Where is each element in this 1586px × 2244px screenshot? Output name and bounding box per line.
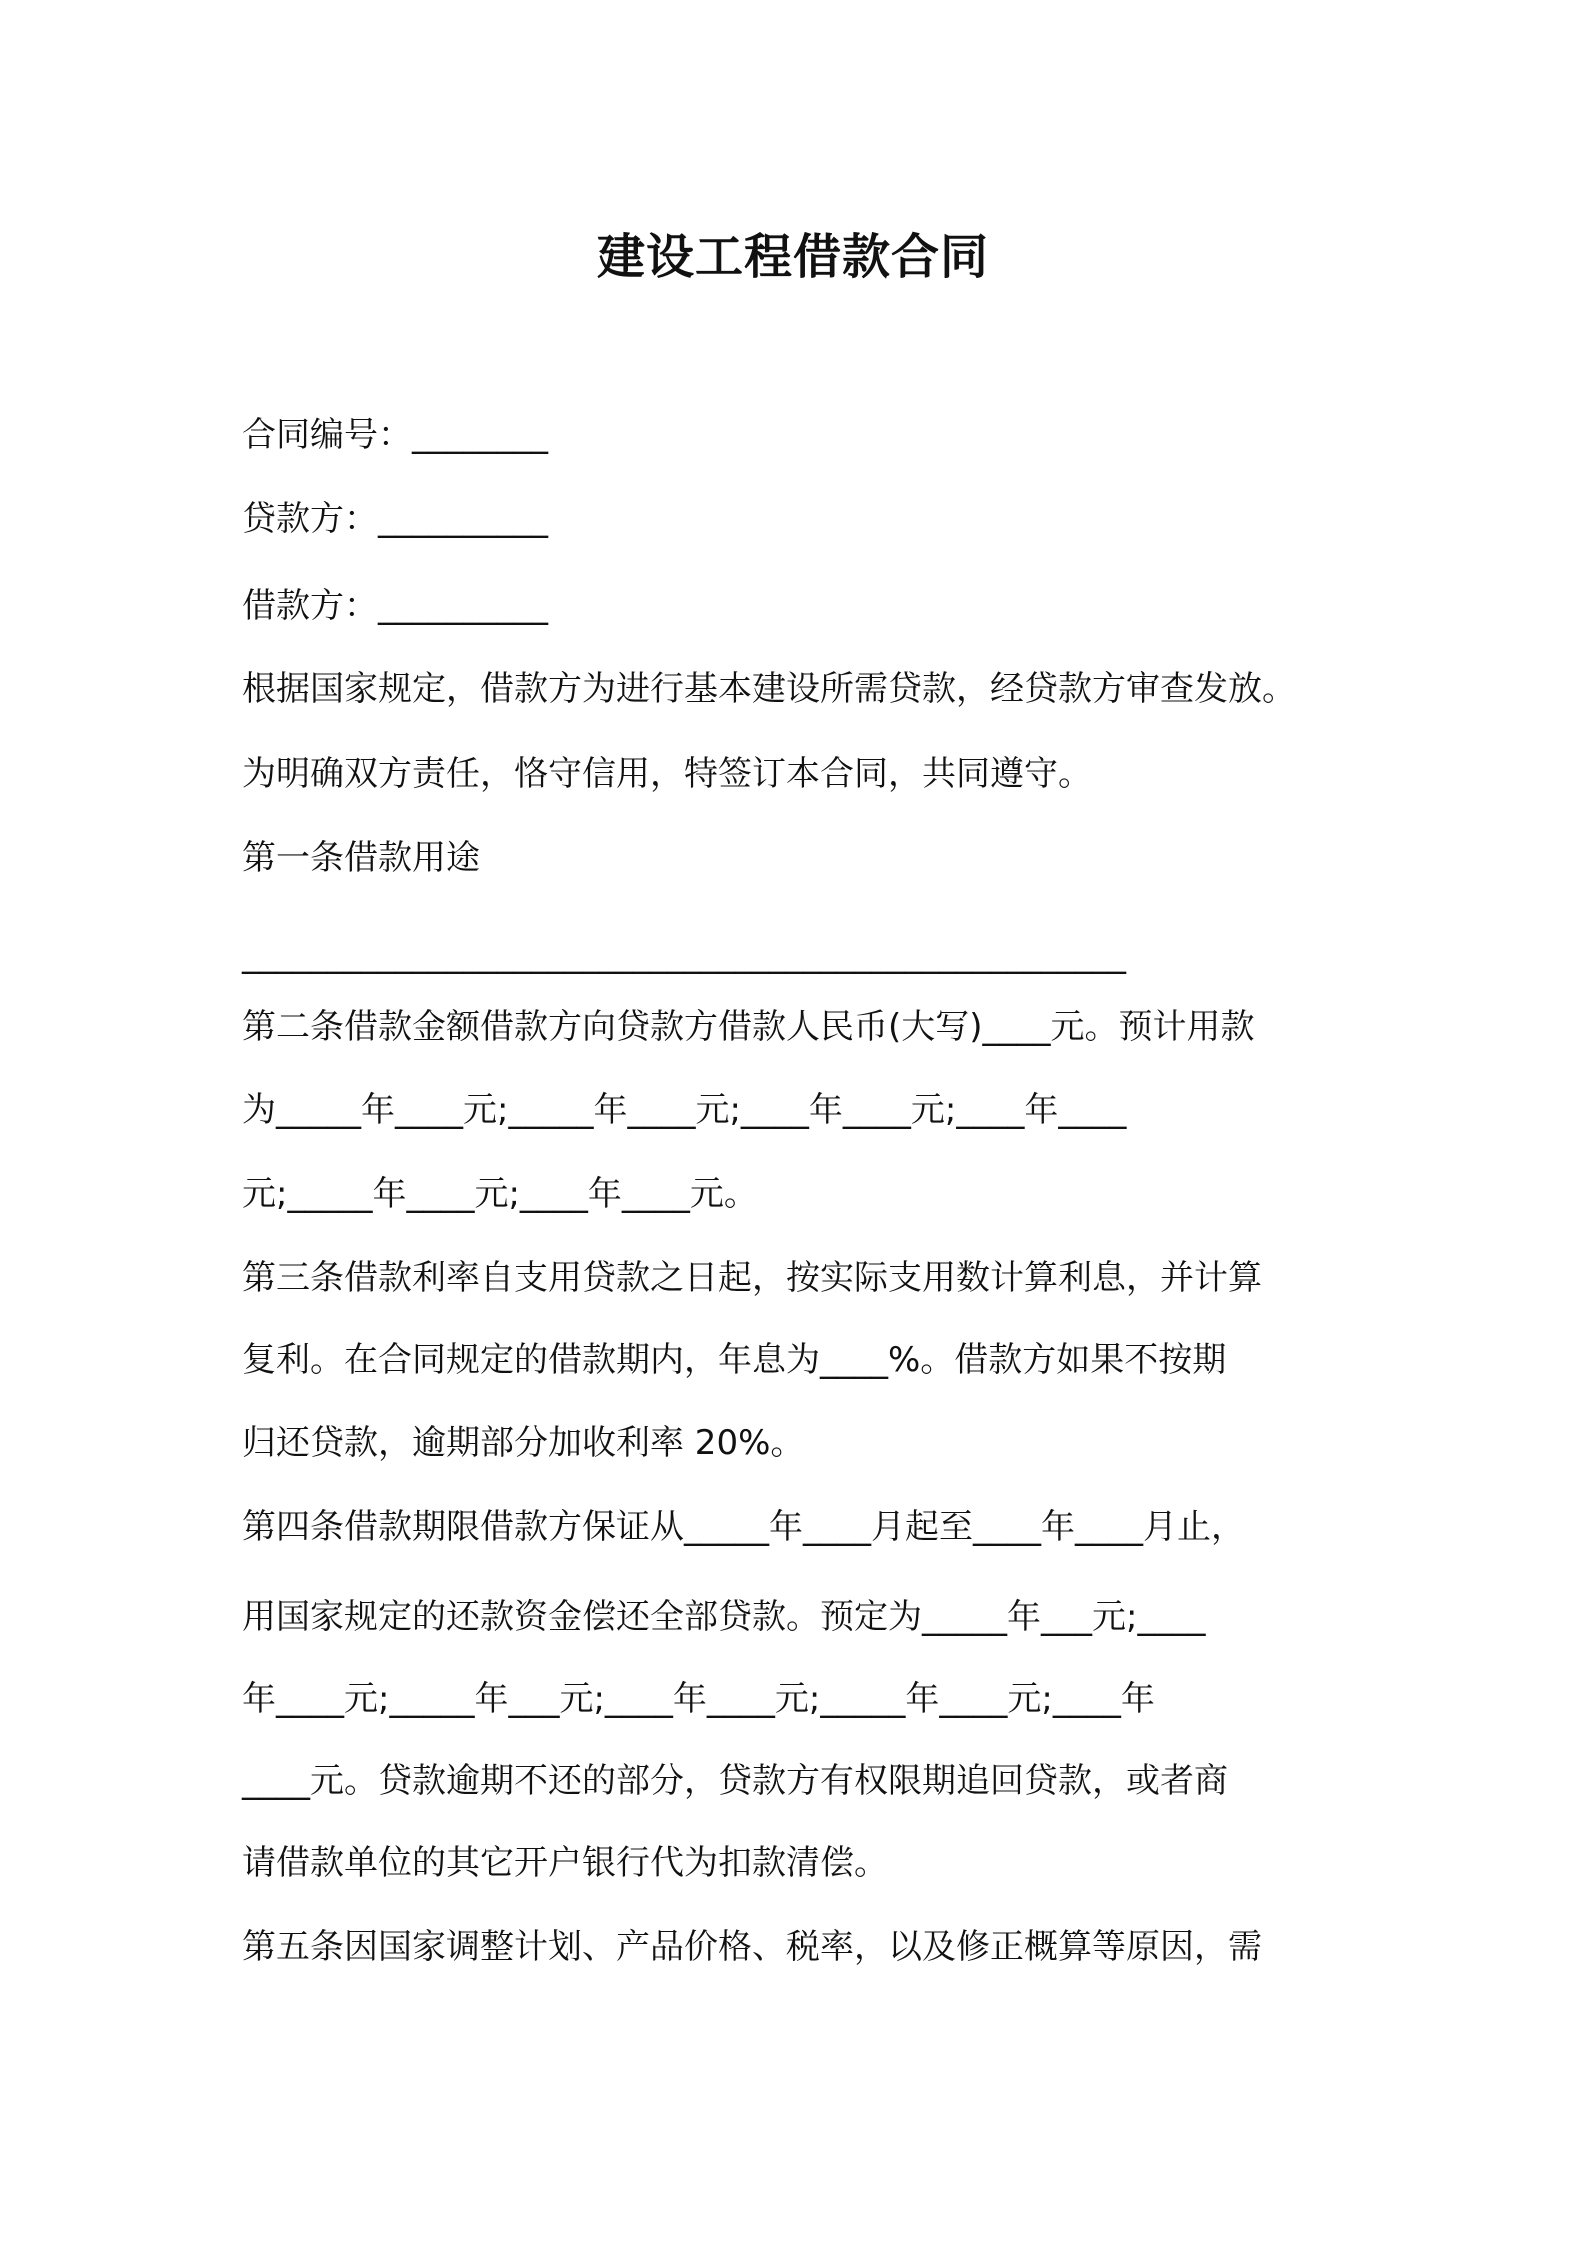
article-3-line: 第三条借款利率自支用贷款之日起，按实际支用数计算利息，并计算 bbox=[242, 1258, 1262, 1298]
article-1-blank: ____________________________________________________ bbox=[242, 935, 1126, 975]
article-2-line: 元;_____年____元;____年____元。 bbox=[242, 1174, 758, 1214]
article-5-line: 第五条因国家调整计划、产品价格、税率，以及修正概算等原因，需 bbox=[242, 1927, 1262, 1967]
document-title: 建设工程借款合同 bbox=[596, 229, 989, 285]
lender-line: 贷款方：__________ bbox=[242, 499, 548, 539]
paragraph-line: 为明确双方责任，恪守信用，特签订本合同，共同遵守。 bbox=[242, 754, 1092, 794]
article-3-line: 归还贷款，逾期部分加收利率 20%。 bbox=[242, 1423, 805, 1463]
contract-number-line: 合同编号：________ bbox=[242, 415, 548, 455]
article-4-line: ____元。贷款逾期不还的部分，贷款方有权限期追回贷款，或者商 bbox=[242, 1761, 1228, 1801]
article-4-line: 年____元;_____年___元;____年____元;_____年____元;____年 bbox=[242, 1679, 1155, 1719]
article-2-line: 第二条借款金额借款方向贷款方借款人民币(大写)____元。预计用款 bbox=[242, 1007, 1255, 1047]
article-1-heading: 第一条借款用途 bbox=[242, 838, 480, 878]
borrower-line: 借款方：__________ bbox=[242, 586, 548, 626]
article-2-line: 为_____年____元;_____年____元;____年____元;____年____ bbox=[242, 1090, 1127, 1130]
article-3-line: 复利。在合同规定的借款期内，年息为____%。借款方如果不按期 bbox=[242, 1340, 1227, 1380]
article-4-line: 第四条借款期限借款方保证从_____年____月起至____年____月止， bbox=[242, 1507, 1245, 1547]
article-4-line: 请借款单位的其它开户银行代为扣款清偿。 bbox=[242, 1843, 888, 1883]
article-4-line: 用国家规定的还款资金偿还全部贷款。预定为_____年___元;____ bbox=[242, 1597, 1206, 1637]
paragraph-line: 根据国家规定，借款方为进行基本建设所需贷款，经贷款方审查发放。 bbox=[242, 669, 1296, 709]
